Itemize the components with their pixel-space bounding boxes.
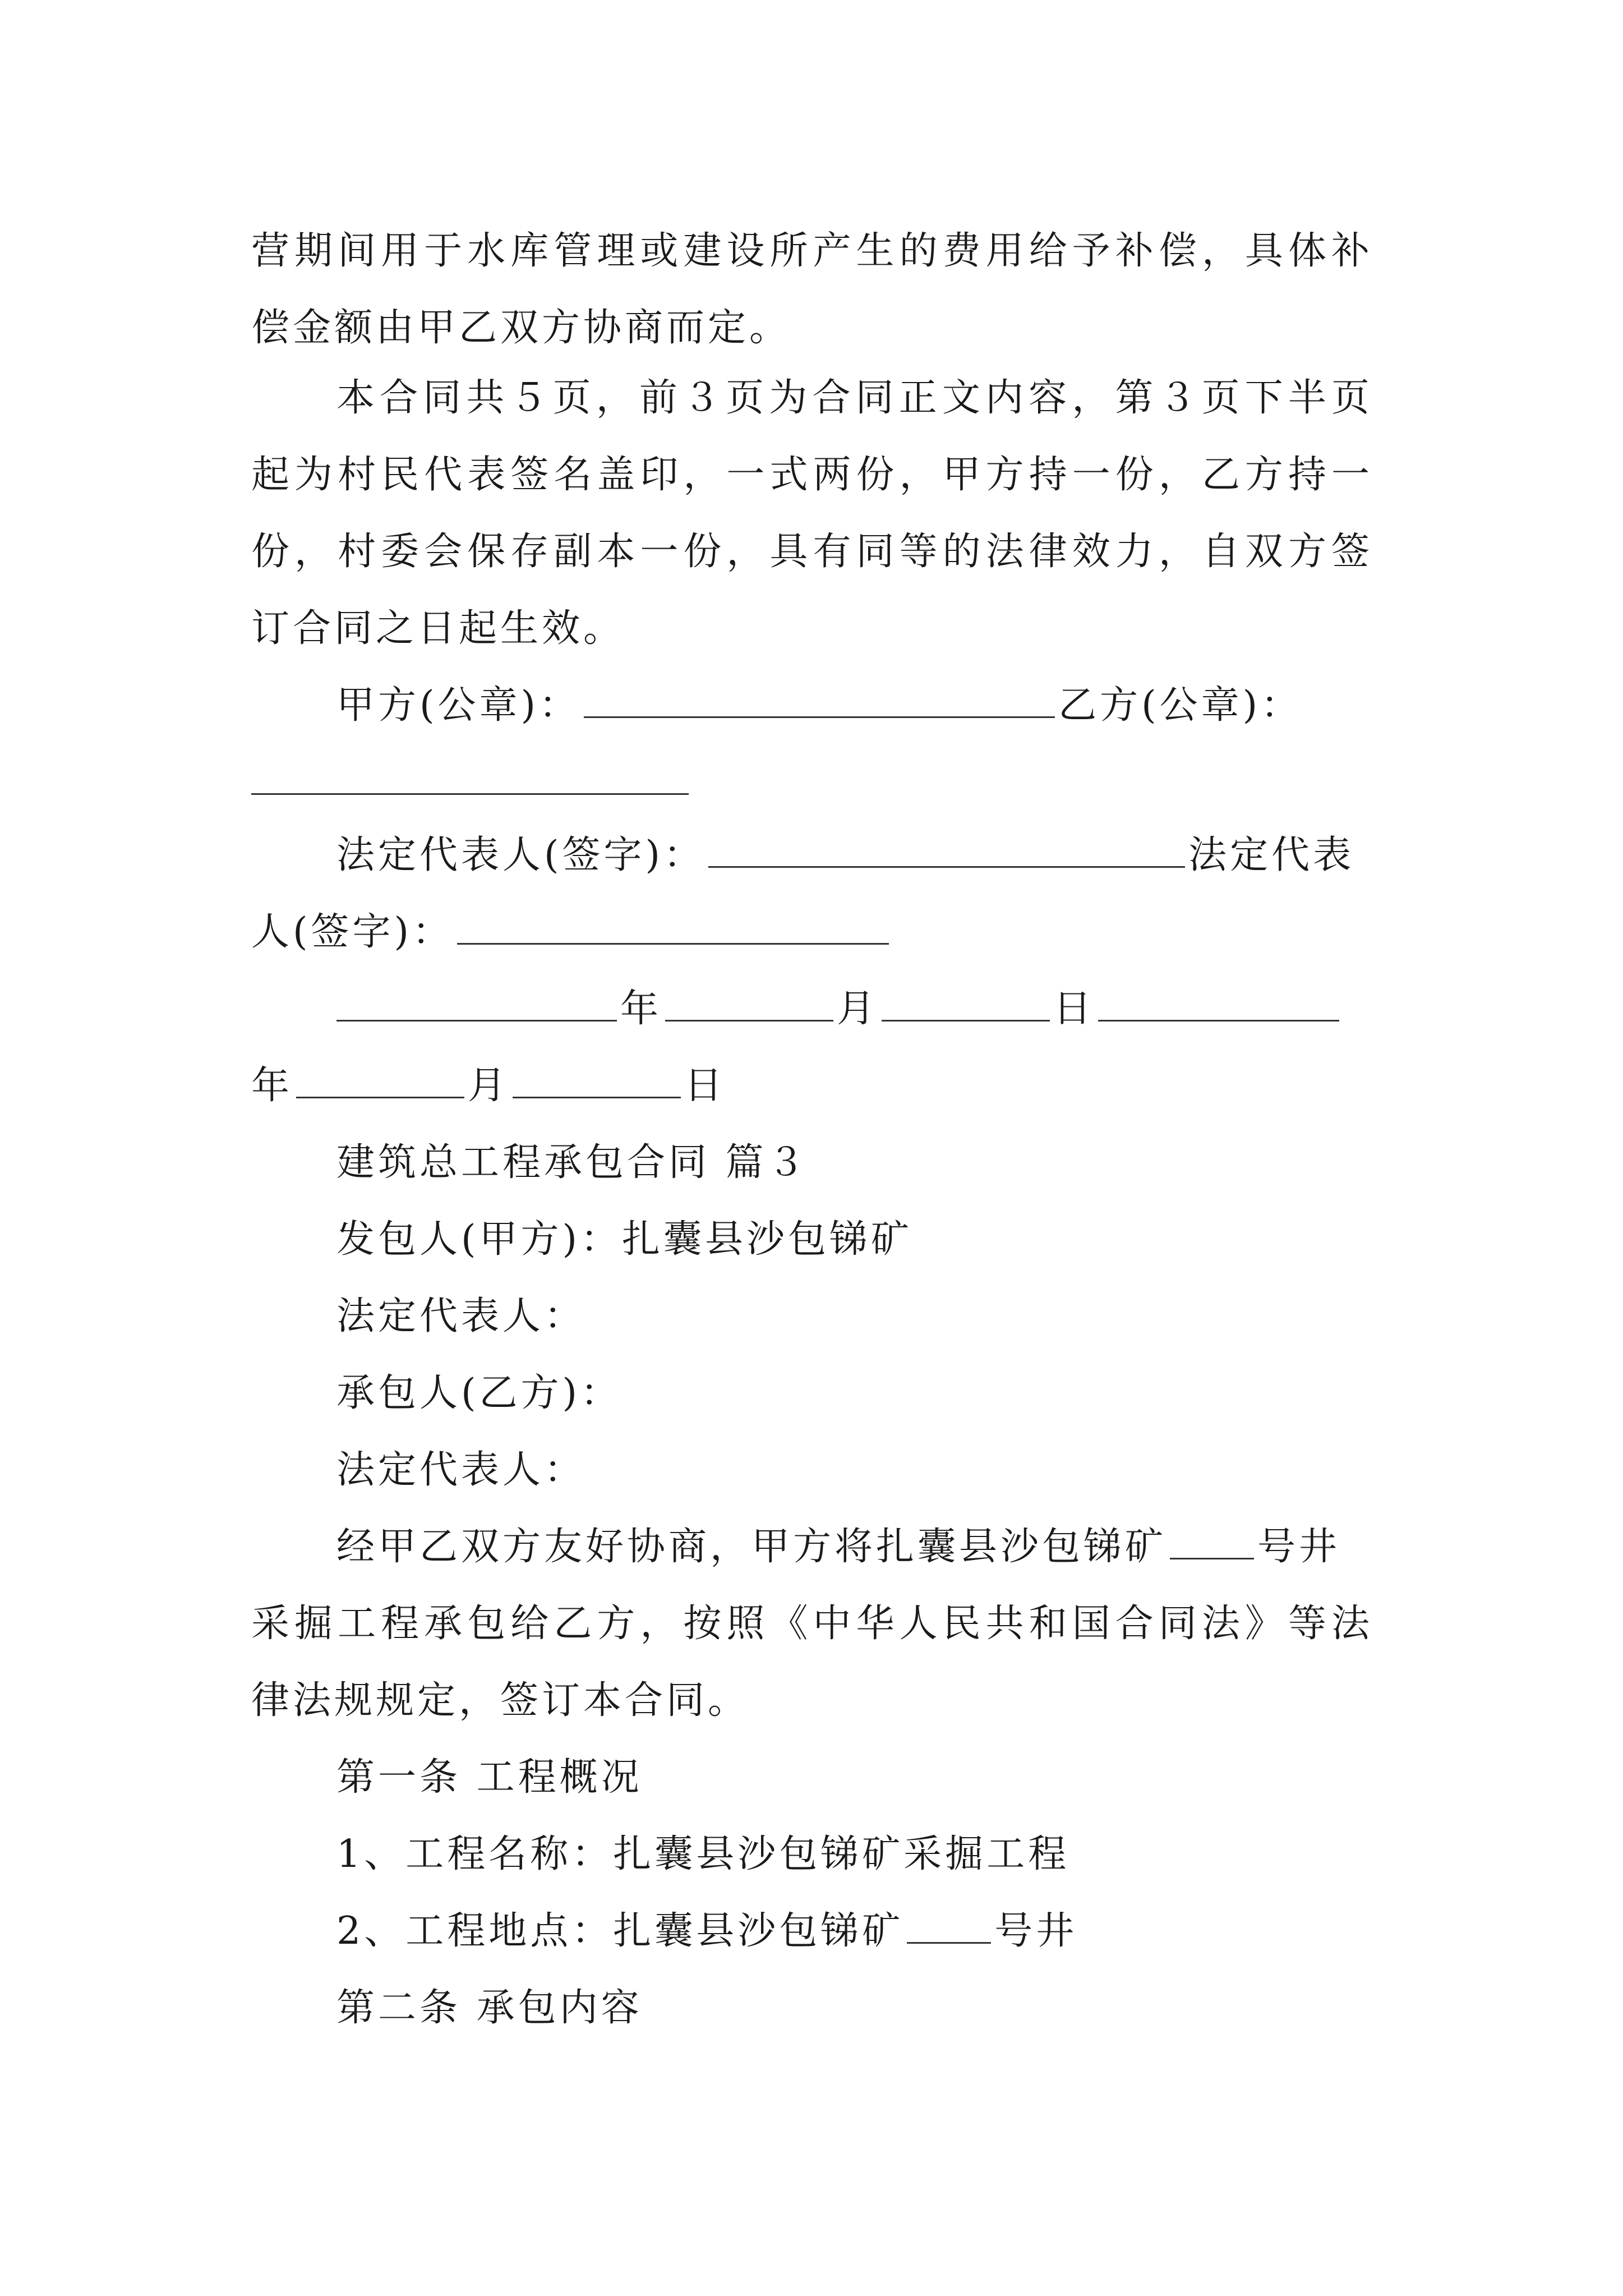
month-label-b: 月 bbox=[468, 1064, 510, 1108]
text-line: 订合同之日起生效。 bbox=[251, 606, 625, 651]
legal-rep-continuation bbox=[251, 901, 892, 963]
text-line: 起为村民代表签名盖印，一式两份，甲方持一份，乙方持一 bbox=[251, 453, 1373, 497]
year-label: 年 bbox=[620, 987, 662, 1031]
well-number-blank bbox=[1170, 1519, 1254, 1559]
year-label-b: 年 bbox=[251, 1064, 293, 1108]
contractor-line: 承包人(乙方)： bbox=[336, 1371, 623, 1415]
legal-rep-b-label-part1: 法定代表 bbox=[1188, 833, 1355, 877]
paragraph-line: 律法规规定，签订本合同。 bbox=[251, 1678, 750, 1723]
party-a-seal-blank bbox=[584, 677, 1055, 718]
year-blank bbox=[336, 981, 617, 1022]
legal-rep-a-label: 法定代表人(签字)： bbox=[336, 833, 706, 877]
legal-rep-b-blank bbox=[457, 904, 889, 945]
section-title: 建筑总工程承包合同 篇３ bbox=[336, 1140, 809, 1185]
seal-continuation bbox=[251, 752, 692, 813]
paragraph-line bbox=[336, 1516, 1373, 1578]
party-b-seal-blank bbox=[251, 754, 689, 795]
date-line bbox=[336, 978, 1373, 1040]
day-label-b: 日 bbox=[684, 1064, 726, 1108]
employer-rep-line: 法定代表人： bbox=[336, 1294, 586, 1338]
legal-rep-b-label-part2: 人(签字)： bbox=[251, 910, 454, 954]
day-label: 日 bbox=[1053, 987, 1095, 1031]
text-line: 偿金额由甲乙双方协商而定。 bbox=[251, 306, 791, 350]
contractor-rep-line: 法定代表人： bbox=[336, 1448, 586, 1492]
month-label: 月 bbox=[837, 987, 879, 1031]
text-line: 份，村委会保存副本一份，具有同等的法律效力，自双方签 bbox=[251, 530, 1373, 574]
article-heading: 第一条 工程概况 bbox=[336, 1755, 643, 1800]
paragraph-text: 号井 bbox=[1257, 1525, 1341, 1569]
list-item bbox=[336, 1901, 1077, 1962]
date-continuation bbox=[251, 1055, 726, 1117]
day-blank bbox=[882, 981, 1050, 1022]
legal-rep-a-blank bbox=[708, 827, 1185, 868]
text-line: 营期间用于水库管理或建设所产生的费用给予补偿，具体补 bbox=[251, 229, 1373, 273]
legal-rep-line bbox=[336, 825, 1373, 886]
article-heading: 第二条 承包内容 bbox=[336, 1986, 643, 2030]
paragraph-text: 经甲乙双方友好协商，甲方将扎囊县沙包锑矿 bbox=[336, 1525, 1167, 1569]
day-blank-b bbox=[513, 1057, 681, 1098]
list-item-text: 2、工程地点：扎囊县沙包锑矿 bbox=[336, 1909, 904, 1953]
list-item-text: 号井 bbox=[994, 1909, 1078, 1953]
text-line: 本合同共５页，前３页为合同正文内容，第３页下半页 bbox=[336, 376, 1373, 420]
month-blank bbox=[665, 981, 833, 1022]
list-item: 1、工程名称：扎囊县沙包锑矿采掘工程 bbox=[336, 1832, 1070, 1876]
paragraph-line: 采掘工程承包给乙方，按照《中华人民共和国合同法》等法 bbox=[251, 1602, 1373, 1646]
seal-line bbox=[336, 675, 1373, 737]
party-b-seal-label: 乙方(公章)： bbox=[1058, 683, 1303, 728]
well-number-blank bbox=[907, 1903, 991, 1944]
employer-line: 发包人(甲方)：扎囊县沙包锑矿 bbox=[336, 1217, 913, 1262]
party-a-seal-label: 甲方(公章)： bbox=[336, 683, 581, 728]
month-blank-b bbox=[296, 1057, 464, 1098]
year-blank-b bbox=[1098, 981, 1339, 1022]
